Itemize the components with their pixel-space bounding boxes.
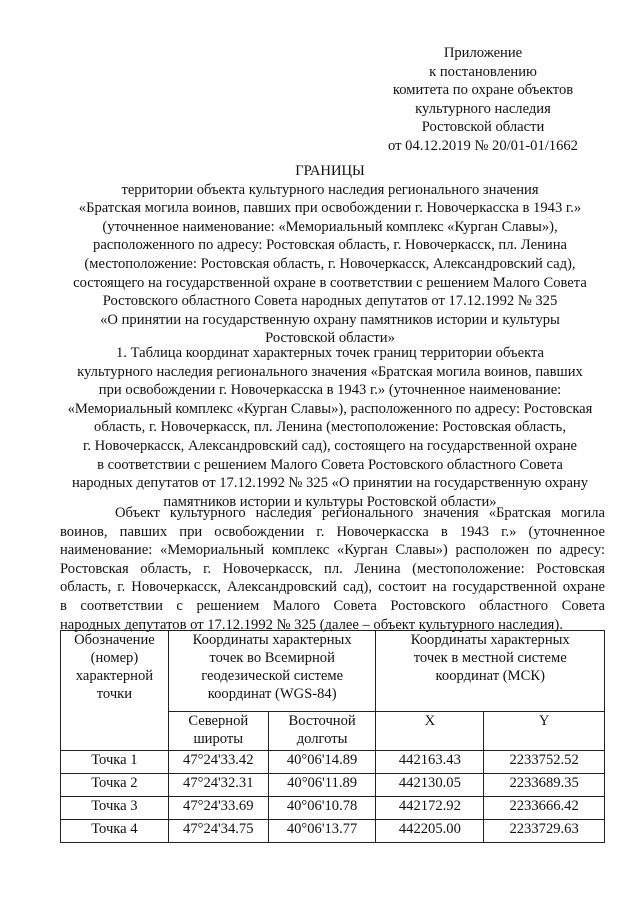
section-line: область, г. Новочеркасск, пл. Ленина (местоположение: Ростовская область, — [94, 419, 566, 436]
header-north-latitude: Северной широты — [168, 712, 268, 751]
section-line: при освобождении г. Новочеркасска в 1943 г.» (уточненное наименование: — [98, 382, 562, 399]
table-row — [61, 797, 605, 820]
section-line: памятников истории и культуры Ростовской области» — [163, 493, 497, 510]
appendix-line: Приложение — [443, 45, 523, 61]
cell-y: 2233689.35 — [484, 774, 605, 797]
section-1-heading — [60, 344, 600, 511]
cell-north: 47°24'33.69 — [168, 797, 268, 820]
header-east-longitude: Восточной долготы — [268, 712, 376, 751]
title-line: состоящего на государственной охране в соответствии с решением Малого Совета — [73, 274, 587, 291]
title-line: (местоположение: Ростовская область, г. Новочеркасск, Александровский сад), — [84, 255, 576, 272]
appendix-header — [360, 44, 606, 156]
paragraph-line: наименование: «Мемориальный комплекс «Курган Славы») расположен по адресу: — [60, 542, 605, 559]
appendix-line: культурного наследия — [415, 100, 551, 117]
header-msk: Координаты характерных точек в местной системе координат (МСК) — [376, 631, 605, 712]
paragraph-line: народных депутатов от 17.12.1992 № 325 (далее – объект культурного наследия). — [60, 616, 563, 633]
cell-y: 2233752.52 — [484, 751, 605, 774]
coordinates-table — [60, 630, 605, 843]
cell-north: 47°24'33.42 — [168, 751, 268, 774]
appendix-line: Ростовской области — [421, 119, 545, 136]
title-line: «Братская могила воинов, павших при освобождении г. Новочеркасска в 1943 г.» — [78, 200, 582, 217]
cell-x: 442163.43 — [376, 751, 484, 774]
section-line: народных депутатов от 17.12.1992 № 325 «О принятии на государственную охрану — [71, 475, 589, 492]
appendix-line: от 04.12.2019 № 20/01-01/1662 — [388, 137, 578, 154]
paragraph-line: в соответствии с решением Малого Совета Ростовского областного Совета — [60, 597, 605, 614]
paragraph-line: область, г. Новочеркасск, Александровский сад), состоит на государственной охране — [60, 579, 605, 596]
cell-east: 40°06'10.78 — [268, 797, 376, 820]
appendix-line: к постановлению — [429, 63, 537, 80]
cell-y: 2233666.42 — [484, 797, 605, 820]
table-header-row — [61, 631, 605, 712]
table-row — [61, 820, 605, 843]
cell-x: 442172.92 — [376, 797, 484, 820]
cell-east: 40°06'13.77 — [268, 820, 376, 843]
cell-point: Точка 2 — [61, 774, 169, 797]
table-row — [61, 774, 605, 797]
header-x: X — [376, 712, 484, 751]
cell-north: 47°24'34.75 — [168, 820, 268, 843]
title-heading: ГРАНИЦЫ — [295, 163, 365, 179]
header-y: Y — [484, 712, 605, 751]
appendix-line: комитета по охране объектов — [392, 82, 574, 99]
paragraph-line: Ростовская область, г. Новочеркасск, пл. Ленина (местоположение: Ростовская — [60, 560, 605, 577]
cell-x: 442205.00 — [376, 820, 484, 843]
cell-y: 2233729.63 — [484, 820, 605, 843]
section-line: культурного наследия регионального значения «Братская могила воинов, павших — [77, 363, 583, 380]
title-line: расположенного по адресу: Ростовская область, г. Новочеркасск, пл. Ленина — [93, 237, 567, 254]
title-line: Ростовского областного Совета народных депутатов от 17.12.1992 № 325 — [102, 293, 558, 310]
document-title — [60, 162, 600, 348]
paragraph-line: воинов, павших при освобождении г. Новочеркасска в 1943 г.» (уточненное — [60, 523, 605, 540]
cell-x: 442130.05 — [376, 774, 484, 797]
section-line: 1. Таблица координат характерных точек границ территории объекта — [115, 345, 544, 361]
title-line: (уточненное наименование: «Мемориальный комплекс «Курган Славы»), — [102, 218, 558, 235]
cell-east: 40°06'14.89 — [268, 751, 376, 774]
title-line: территории объекта культурного наследия регионального значения — [121, 181, 539, 198]
section-line: г. Новочеркасск, Александровский сад), состоящего на государственной охране — [82, 437, 578, 454]
cell-point: Точка 4 — [61, 820, 169, 843]
title-line: «О принятии на государственную охрану памятников истории и культуры — [100, 311, 560, 328]
table-row — [61, 751, 605, 774]
section-line: в соответствии с решением Малого Совета Ростовского областного Совета — [97, 456, 563, 473]
cell-east: 40°06'11.89 — [268, 774, 376, 797]
header-wgs84: Координаты характерных точек во Всемирной геодезической системе координат (WGS-84) — [168, 631, 376, 712]
cell-point: Точка 3 — [61, 797, 169, 820]
section-line: «Мемориальный комплекс «Курган Славы»), расположенного по адресу: Ростовская — [67, 400, 593, 417]
cell-north: 47°24'32.31 — [168, 774, 268, 797]
paragraph-line: Объект культурного наследия регионального значения «Братская могила — [115, 505, 605, 521]
object-description-paragraph — [60, 504, 605, 634]
header-designation: Обозначение (номер) характерной точки — [61, 631, 169, 751]
cell-point: Точка 1 — [61, 751, 169, 774]
title-line: Ростовской области» — [265, 330, 395, 347]
